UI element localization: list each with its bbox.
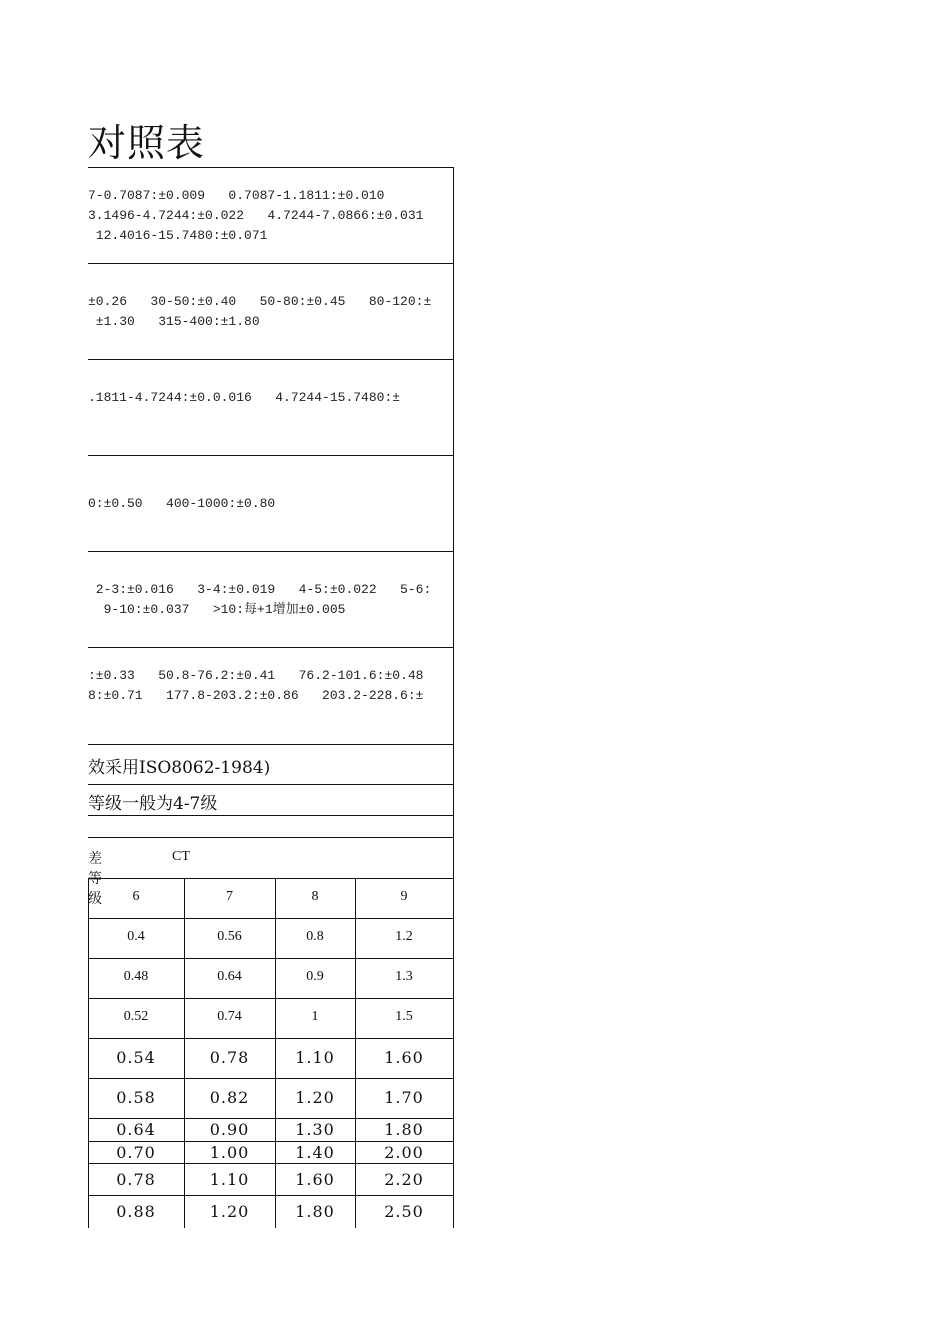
table-cell: 1.5 <box>395 1009 413 1024</box>
table-cell: 0.64 <box>217 969 242 984</box>
grade-header: 差等级 <box>88 851 102 907</box>
table-cell: 0.88 <box>116 1202 156 1221</box>
tolerance-row <box>88 186 450 246</box>
table-header-cell: 9 <box>400 889 408 904</box>
grid-line <box>88 815 454 816</box>
tolerance-line: 7-0.7087:±0.009 0.7087-1.1811:±0.010 <box>88 188 385 203</box>
tolerance-line: :±0.33 50.8-76.2:±0.41 76.2-101.6:±0.48 <box>88 668 424 683</box>
grid-line <box>88 1118 454 1119</box>
tolerance-line: 0:±0.50 400-1000:±0.80 <box>88 496 276 511</box>
table-cell: 0.90 <box>209 1120 250 1139</box>
tolerance-line: 12.4016-15.7480:±0.071 <box>88 228 268 243</box>
grid-line <box>88 878 454 879</box>
tolerance-row <box>88 580 450 620</box>
table-cell: 0.54 <box>116 1048 156 1067</box>
tolerance-line: ±0.26 30-50:±0.40 50-80:±0.45 80-120:± <box>88 294 432 309</box>
table-header-cell: 7 <box>226 889 233 904</box>
grid-line <box>88 998 454 999</box>
grid-line <box>88 263 454 264</box>
table-cell: 1.20 <box>209 1202 250 1221</box>
grid-line <box>88 744 454 745</box>
tolerance-row <box>88 666 450 706</box>
table-cell: 0.82 <box>209 1088 250 1107</box>
table-cell: 1.40 <box>295 1143 335 1162</box>
page-title: 对照表 <box>88 121 206 165</box>
tolerance-row <box>88 388 450 408</box>
table-cell: 0.70 <box>116 1143 156 1162</box>
grid-line <box>88 1163 454 1164</box>
grid-line <box>453 167 454 1228</box>
table-cell: 0.78 <box>209 1048 250 1067</box>
table-cell: 0.78 <box>116 1170 156 1189</box>
table-cell: 0.4 <box>127 929 145 944</box>
table-cell: 0.52 <box>123 1009 149 1024</box>
grid-line <box>88 455 454 456</box>
tolerance-line: 9-10:±0.037 >10:每+1增加±0.005 <box>88 602 346 617</box>
grid-line <box>88 1038 454 1039</box>
table-cell: 1.60 <box>295 1170 335 1189</box>
grade-range-note: 等级一般为4-7级 <box>88 794 218 814</box>
grid-line <box>88 1195 454 1196</box>
tolerance-row <box>88 494 450 514</box>
grid-line <box>88 167 454 168</box>
table-cell: 1.10 <box>209 1170 250 1189</box>
table-cell: 1.70 <box>384 1088 424 1107</box>
table-cell: 0.74 <box>217 1009 242 1024</box>
table-cell: 2.00 <box>384 1143 424 1162</box>
table-cell: 1.30 <box>295 1120 335 1139</box>
table-header-cell: 6 <box>132 889 140 904</box>
standard-note: 效采用ISO8062-1984) <box>88 758 271 778</box>
ct-label: CT <box>172 849 190 864</box>
table-cell: 0.58 <box>116 1088 156 1107</box>
table-cell: 0.48 <box>123 969 149 984</box>
table-cell: 0.9 <box>306 969 324 984</box>
grid-line <box>88 551 454 552</box>
table-cell: 1.80 <box>384 1120 424 1139</box>
grid-line <box>88 918 454 919</box>
grid-line <box>88 1078 454 1079</box>
grid-line <box>88 359 454 360</box>
table-cell: 2.50 <box>384 1202 424 1221</box>
table-cell: 0.64 <box>116 1120 156 1139</box>
tolerance-line: 2-3:±0.016 3-4:±0.019 4-5:±0.022 5-6: <box>88 582 432 597</box>
table-cell: 0.56 <box>217 929 242 944</box>
table-cell: 1.20 <box>295 1088 335 1107</box>
grid-line <box>88 837 454 838</box>
table-cell: 1 <box>311 1009 319 1024</box>
table-cell: 2.20 <box>384 1170 424 1189</box>
tolerance-row <box>88 292 450 332</box>
table-cell: 1.2 <box>395 929 413 944</box>
grid-line <box>88 1141 454 1142</box>
tolerance-line: 8:±0.71 177.8-203.2:±0.86 203.2-228.6:± <box>88 688 424 703</box>
tolerance-line: .1811-4.7244:±0.0.016 4.7244-15.7480:± <box>88 390 401 405</box>
table-cell: 1.3 <box>395 969 413 984</box>
tolerance-line: 3.1496-4.7244:±0.022 4.7244-7.0866:±0.031 <box>88 208 424 223</box>
table-cell: 1.10 <box>295 1048 335 1067</box>
grid-line <box>88 958 454 959</box>
grid-line <box>88 784 454 785</box>
table-cell: 1.60 <box>384 1048 424 1067</box>
tolerance-line: ±1.30 315-400:±1.80 <box>88 314 260 329</box>
grid-line <box>88 647 454 648</box>
table-header-cell: 8 <box>311 889 319 904</box>
table-cell: 1.80 <box>295 1202 335 1221</box>
table-cell: 1.00 <box>209 1143 250 1162</box>
table-cell: 0.8 <box>306 929 324 944</box>
